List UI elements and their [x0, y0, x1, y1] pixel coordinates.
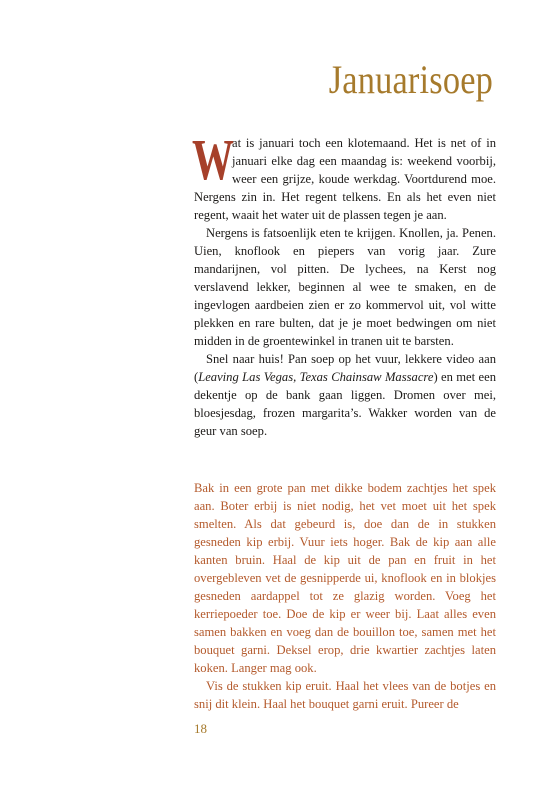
- recipe-paragraph-1: Bak in een grote pan met dikke bodem zachtjes het spek aan. Boter erbij is niet nodig, het vet moet uit het spek smelten. Als dat gebeurd is, doe dan de in stukken gesneden kip erbij. Vuur iets hoger. Bak de kip aan alle kanten bruin. Haal de kip uit de pan en fruit in het overgebleven vet de gesnipperde ui, knoflook en in blokjes gesneden aardappel tot ze glazig worden. Voeg het kerriepoeder toe. Doe de kip er weer bij. Laat alles even samen bakken en voeg dan de bouillon toe, samen met het bouquet garni. Deksel erop, drie kwartier zachtjes laten koken. Langer mag ook.: [194, 481, 496, 675]
- intro-paragraph-1-text: at is januari toch een klotemaand. Het is net of in januari elke dag een maandag is: weekend voorbij, weer een grijze, koude werkdag. Voortdurend moe. Nergens zin in. Het regent telkens. En als het even niet regent, waait het water uit de plassen tegen je aan.: [194, 136, 496, 222]
- intro-paragraph-2: Nergens is fatsoenlijk eten te krijgen. Knollen, ja. Penen. Uien, knoflook en piepers van vorig jaar. Zure mandarijnen, vol pitten. De lychees, na Kerst nog verslavend lekker, beginnen al wee te smaken, en de ingevlogen aardbeien zien er zo kommervol uit, vol witte plekken en rare bulten, dat je je moet bedwingen om niet midden in de groentewinkel in tranen uit te barsten.: [194, 226, 496, 348]
- recipe-paragraph-2: Vis de stukken kip eruit. Haal het vlees van de botjes en snij dit klein. Haal het bouquet garni eruit. Pureer de: [194, 679, 496, 711]
- intro-text: [192, 127, 496, 440]
- drop-cap: W: [192, 127, 234, 192]
- page-number: 18: [194, 721, 207, 736]
- intro-paragraph-1: [192, 127, 496, 224]
- intro-paragraph-3-start: Snel naar huis! Pan soep op het vuur, lekkere video aan (: [194, 352, 496, 384]
- chapter-title: Januarisoep: [328, 57, 493, 102]
- movie-titles: Leaving Las Vegas, Texas Chainsaw Massacre: [198, 370, 434, 384]
- intro-paragraph-3-end: ) en met een dekentje op de bank gaan liggen. Dromen over mei, bloesjesdag, frozen margarita’s. Wakker worden van de geur van soep.: [194, 370, 496, 438]
- intro-paragraph-3: [194, 350, 496, 440]
- recipe-instructions: [194, 479, 496, 713]
